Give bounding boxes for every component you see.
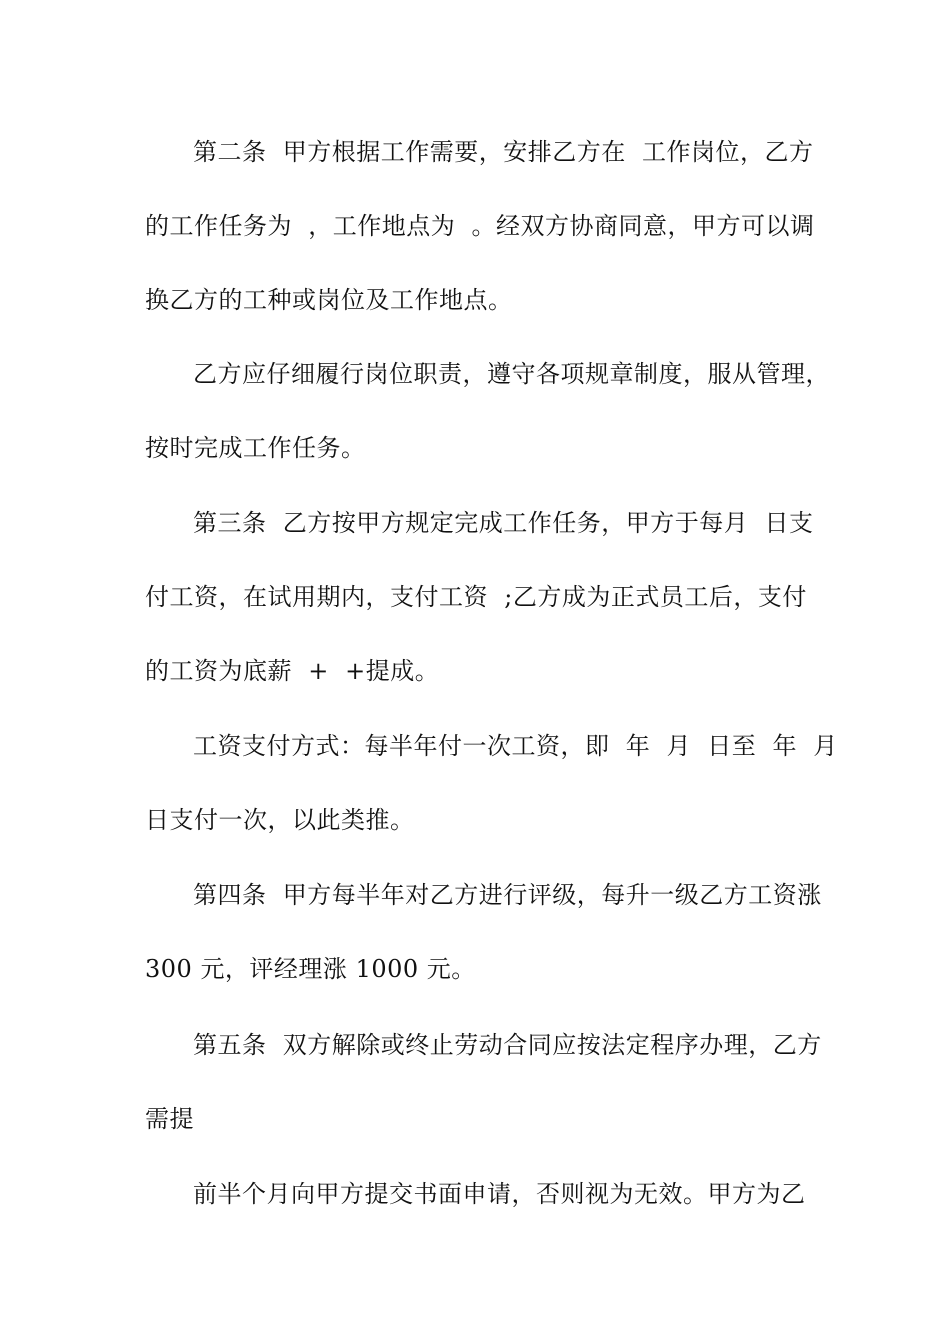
paragraph-line: 需提 (145, 1105, 194, 1133)
paragraph-line: 工资支付方式：每半年付一次工资，即 年 月 日至 年 月 (193, 732, 838, 760)
paragraph-line: 第五条 双方解除或终止劳动合同应按法定程序办理，乙方 (193, 1031, 822, 1059)
paragraph-line: 的工资为底薪 + +提成。 (145, 657, 440, 685)
paragraph-line: 第四条 甲方每半年对乙方进行评级，每升一级乙方工资涨 (193, 881, 822, 909)
paragraph-line: 300 元，评经理涨 1000 元。 (145, 955, 476, 983)
paragraph-line: 日支付一次，以此类推。 (145, 806, 415, 834)
paragraph-line: 第三条 乙方按甲方规定完成工作任务，甲方于每月 日支 (193, 509, 814, 537)
paragraph-line: 的工作任务为 ，工作地点为 。经双方协商同意，甲方可以调 (145, 212, 815, 240)
paragraph-line: 前半个月向甲方提交书面申请，否则视为无效。甲方为乙 (193, 1180, 806, 1208)
paragraph-line: 第二条 甲方根据工作需要，安排乙方在 工作岗位，乙方 (193, 138, 814, 166)
paragraph-line: 乙方应仔细履行岗位职责，遵守各项规章制度，服从管理， (193, 360, 830, 388)
paragraph-line: 付工资，在试用期内，支付工资 ;乙方成为正式员工后，支付 (145, 583, 807, 611)
paragraph-line: 换乙方的工种或岗位及工作地点。 (145, 286, 513, 314)
paragraph-line: 按时完成工作任务。 (145, 434, 366, 462)
